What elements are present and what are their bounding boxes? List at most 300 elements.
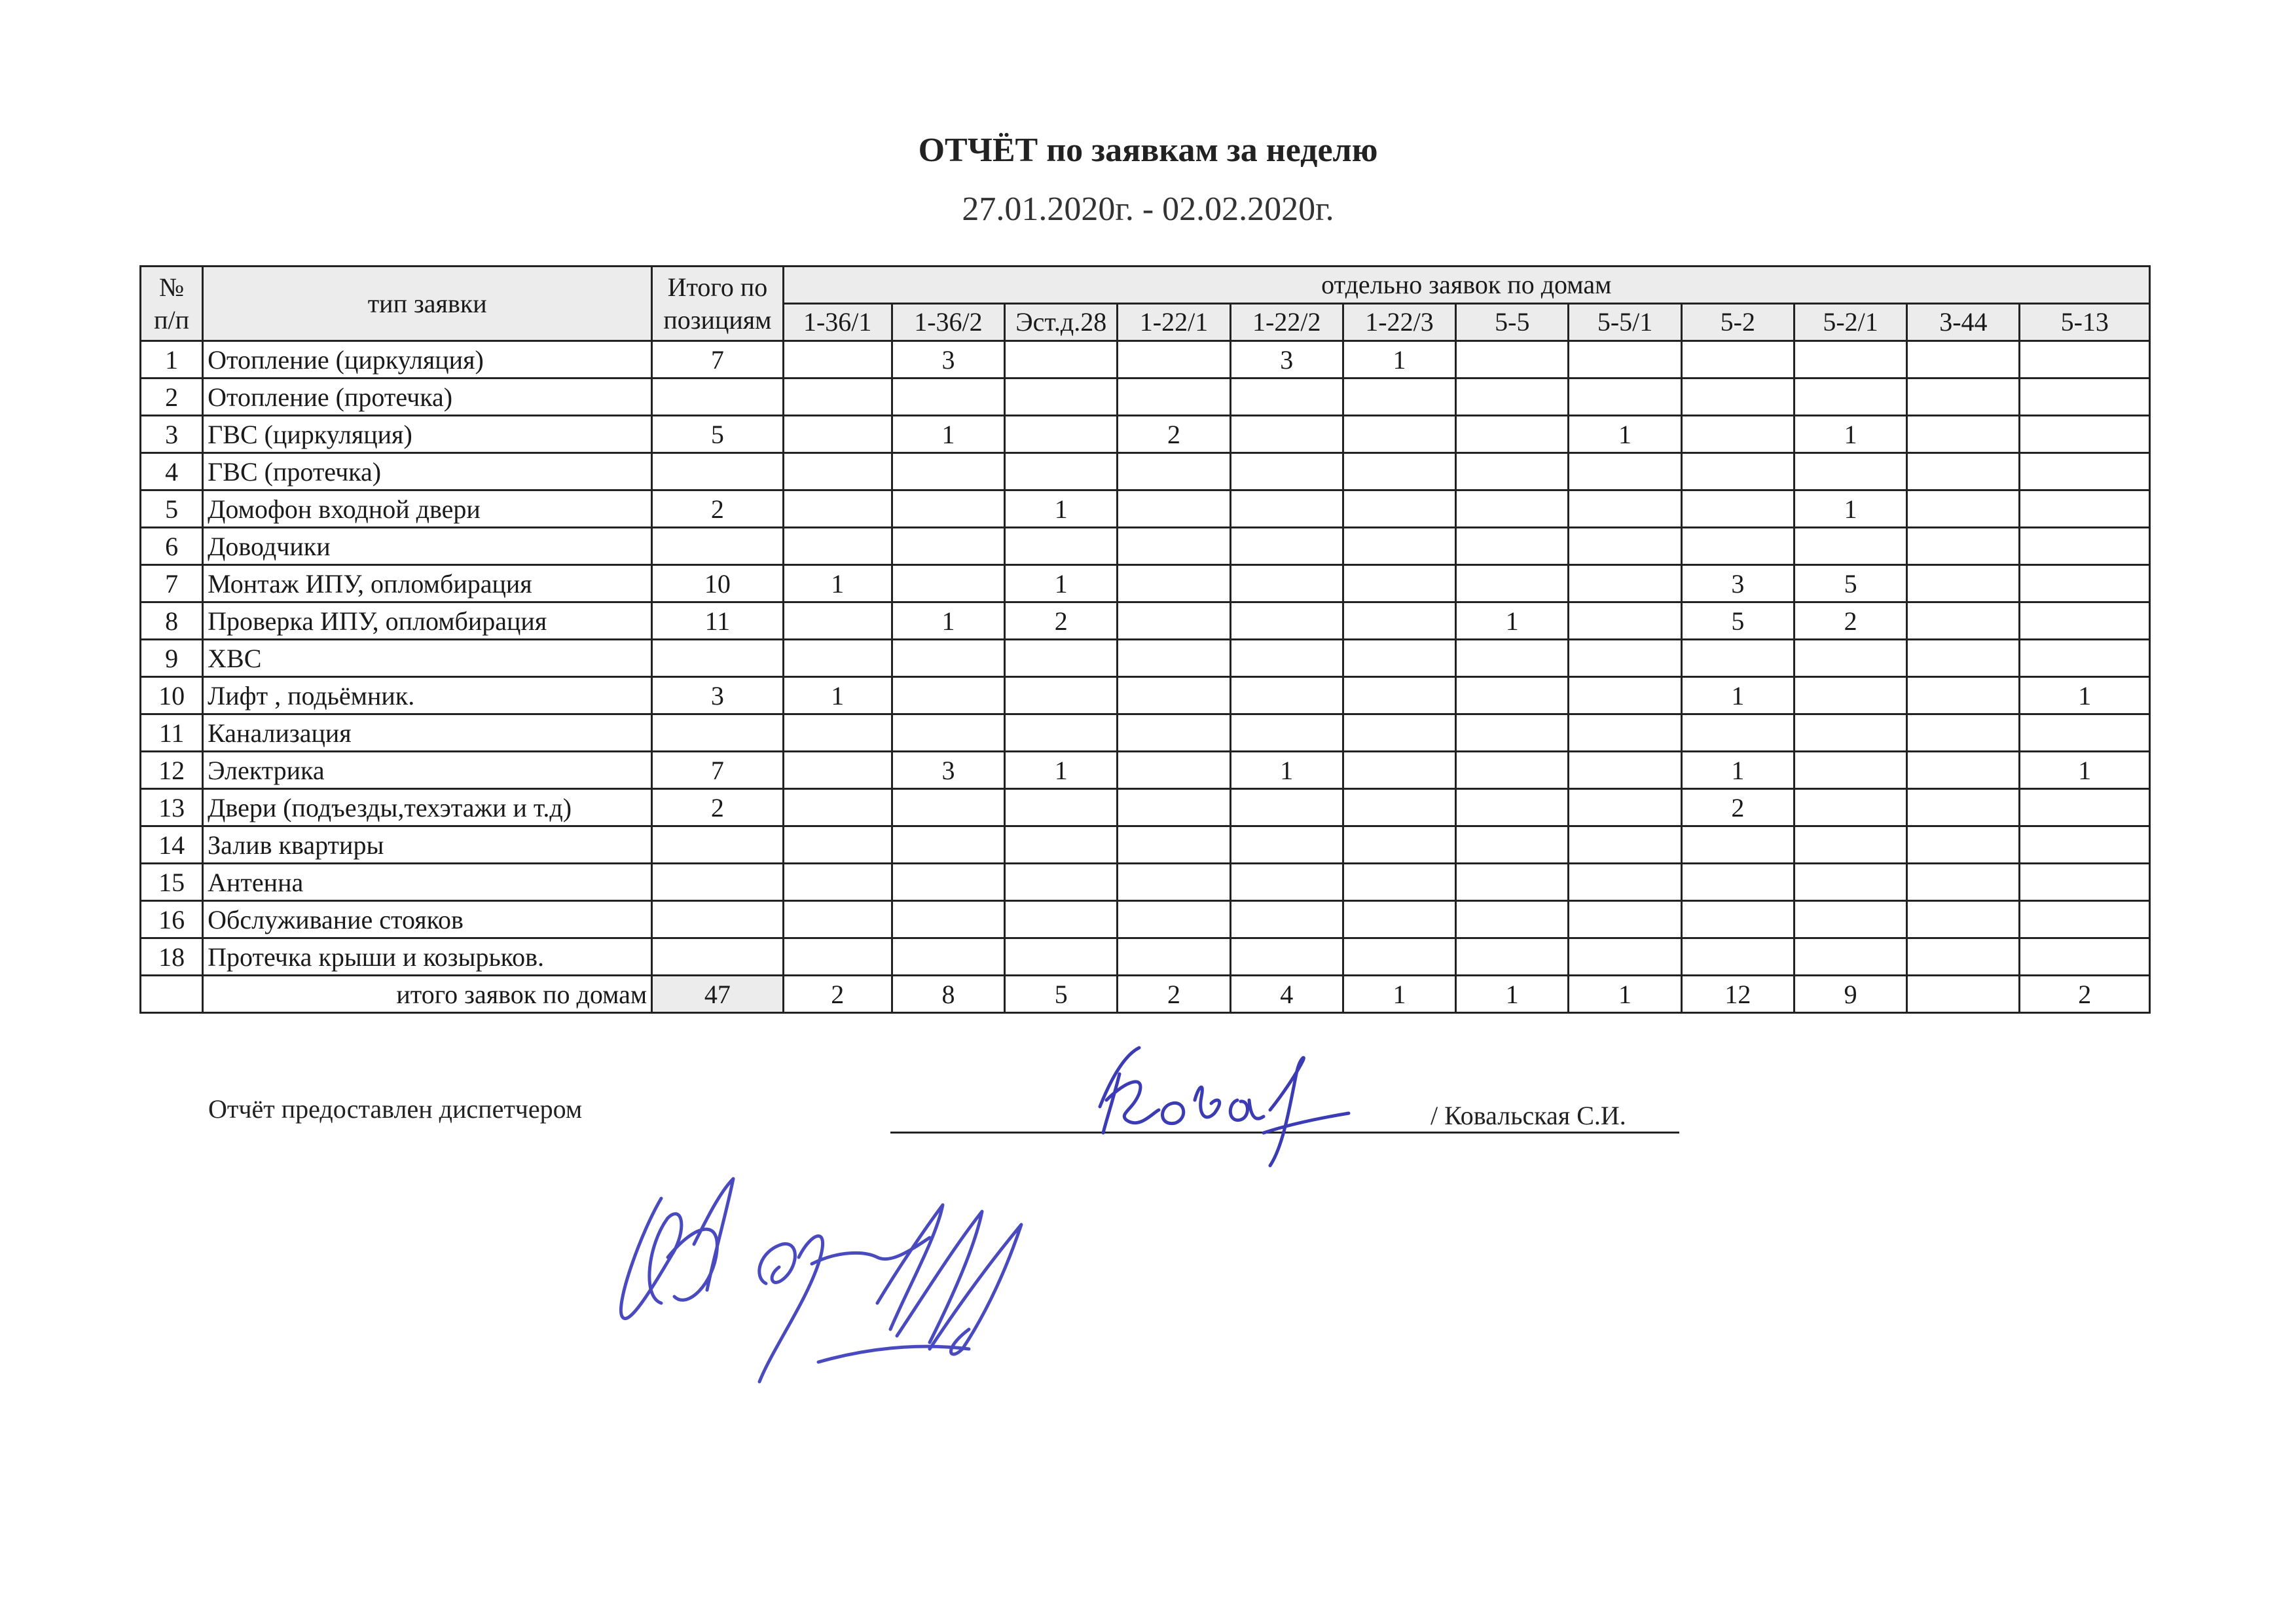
header-by-houses: отдельно заявок по домам <box>783 267 2149 304</box>
row-total <box>652 714 783 752</box>
row-house-value <box>1343 602 1455 640</box>
header-house-0: 1-36/1 <box>783 304 892 341</box>
row-house-value: 2 <box>1118 416 1230 453</box>
row-house-value <box>1118 864 1230 901</box>
row-number: 12 <box>141 752 203 789</box>
header-house-8: 5-2 <box>1681 304 1794 341</box>
row-request-type: Электрика <box>203 752 652 789</box>
row-house-value <box>1230 938 1343 976</box>
row-house-value <box>1907 789 2020 826</box>
report-period: 27.01.2020г. - 02.02.2020г. <box>962 191 1334 228</box>
row-house-value <box>1794 826 1906 864</box>
row-house-value: 3 <box>892 752 1004 789</box>
row-house-value <box>783 714 892 752</box>
header-house-1: 1-36/2 <box>892 304 1004 341</box>
row-house-value <box>1456 752 1569 789</box>
row-house-value <box>892 640 1004 677</box>
row-house-value <box>1681 714 1794 752</box>
row-house-value <box>1343 453 1455 490</box>
row-house-value <box>1343 640 1455 677</box>
row-house-value <box>892 938 1004 976</box>
row-house-value <box>1681 378 1794 416</box>
row-house-value <box>2020 341 2150 378</box>
row-house-value <box>1569 602 1681 640</box>
approval-signature <box>602 1153 1100 1414</box>
row-house-value <box>1794 341 1906 378</box>
row-house-value <box>1230 789 1343 826</box>
row-house-value <box>1005 789 1118 826</box>
row-request-type: Протечка крыши и козырьков. <box>203 938 652 976</box>
header-house-11: 5-13 <box>2020 304 2150 341</box>
row-house-value <box>1230 677 1343 714</box>
table-row <box>141 640 2150 677</box>
row-house-value <box>1794 453 1906 490</box>
row-total: 11 <box>652 602 783 640</box>
header-house-10: 3-44 <box>1907 304 2020 341</box>
row-total: 5 <box>652 416 783 453</box>
row-number: 15 <box>141 864 203 901</box>
row-house-value <box>1681 864 1794 901</box>
row-house-value <box>1118 714 1230 752</box>
row-house-value <box>1005 826 1118 864</box>
table-row <box>141 341 2150 378</box>
row-house-value <box>1230 565 1343 602</box>
row-number: 16 <box>141 901 203 938</box>
table-row <box>141 938 2150 976</box>
table-row <box>141 490 2150 528</box>
row-house-value <box>892 826 1004 864</box>
row-house-value <box>2020 864 2150 901</box>
row-house-value <box>2020 453 2150 490</box>
row-house-value <box>1569 640 1681 677</box>
row-house-value <box>1907 677 2020 714</box>
row-house-value <box>2020 602 2150 640</box>
row-house-value <box>892 378 1004 416</box>
row-house-value <box>1343 714 1455 752</box>
row-total <box>652 528 783 565</box>
row-house-value: 1 <box>1794 490 1906 528</box>
totals-label: итого заявок по домам <box>203 976 652 1013</box>
row-house-value <box>2020 490 2150 528</box>
row-house-value <box>1456 714 1569 752</box>
row-house-value <box>1005 901 1118 938</box>
row-house-value <box>1230 826 1343 864</box>
row-house-value <box>783 826 892 864</box>
row-house-value <box>1569 901 1681 938</box>
row-house-value <box>1907 752 2020 789</box>
row-house-value <box>1907 826 2020 864</box>
totals-house-value: 1 <box>1569 976 1681 1013</box>
row-house-value <box>783 416 892 453</box>
row-house-value <box>1681 901 1794 938</box>
table-row <box>141 378 2150 416</box>
row-request-type: Монтаж ИПУ, опломбирация <box>203 565 652 602</box>
report-body <box>141 341 2150 976</box>
totals-house-value: 1 <box>1456 976 1569 1013</box>
row-house-value <box>1005 341 1118 378</box>
row-house-value <box>1343 490 1455 528</box>
row-total <box>652 901 783 938</box>
row-house-value <box>1907 341 2020 378</box>
row-house-value <box>1907 528 2020 565</box>
table-row <box>141 714 2150 752</box>
row-house-value <box>1456 565 1569 602</box>
row-house-value <box>1005 416 1118 453</box>
row-house-value <box>1794 864 1906 901</box>
row-number: 1 <box>141 341 203 378</box>
row-number: 9 <box>141 640 203 677</box>
table-row <box>141 602 2150 640</box>
row-house-value <box>783 640 892 677</box>
row-house-value <box>1456 901 1569 938</box>
row-house-value: 3 <box>1230 341 1343 378</box>
row-house-value <box>1230 714 1343 752</box>
row-request-type: Отопление (циркуляция) <box>203 341 652 378</box>
row-house-value <box>1456 378 1569 416</box>
totals-house-value: 9 <box>1794 976 1906 1013</box>
row-house-value <box>1230 453 1343 490</box>
row-house-value <box>1907 901 2020 938</box>
row-house-value <box>1343 826 1455 864</box>
row-house-value <box>1794 714 1906 752</box>
row-house-value: 1 <box>2020 752 2150 789</box>
row-house-value: 1 <box>1005 752 1118 789</box>
row-house-value: 5 <box>1681 602 1794 640</box>
row-house-value <box>1230 378 1343 416</box>
row-house-value <box>892 864 1004 901</box>
row-request-type: Залив квартиры <box>203 826 652 864</box>
row-house-value <box>2020 826 2150 864</box>
report-title: ОТЧЁТ по заявкам за неделю <box>918 132 1378 169</box>
row-number: 11 <box>141 714 203 752</box>
row-number: 8 <box>141 602 203 640</box>
row-house-value <box>1118 752 1230 789</box>
row-house-value: 2 <box>1005 602 1118 640</box>
row-house-value <box>1907 938 2020 976</box>
row-house-value <box>892 677 1004 714</box>
row-number: 14 <box>141 826 203 864</box>
row-house-value <box>2020 901 2150 938</box>
row-house-value <box>1569 677 1681 714</box>
row-total: 7 <box>652 752 783 789</box>
row-house-value: 1 <box>1456 602 1569 640</box>
row-house-value <box>1681 826 1794 864</box>
row-house-value <box>783 341 892 378</box>
row-house-value <box>892 490 1004 528</box>
row-house-value: 3 <box>1681 565 1794 602</box>
row-house-value <box>1569 528 1681 565</box>
row-house-value <box>1907 453 2020 490</box>
row-house-value <box>783 378 892 416</box>
table-row <box>141 789 2150 826</box>
row-house-value <box>1118 341 1230 378</box>
row-house-value: 1 <box>892 416 1004 453</box>
row-house-value: 1 <box>1681 752 1794 789</box>
row-house-value <box>1569 714 1681 752</box>
row-house-value <box>892 789 1004 826</box>
row-house-value <box>1118 378 1230 416</box>
row-house-value <box>1569 826 1681 864</box>
row-number: 2 <box>141 378 203 416</box>
header-house-3: 1-22/1 <box>1118 304 1230 341</box>
table-row <box>141 826 2150 864</box>
row-house-value <box>1118 826 1230 864</box>
row-house-value <box>1569 453 1681 490</box>
row-house-value: 1 <box>2020 677 2150 714</box>
row-house-value <box>783 602 892 640</box>
row-house-value <box>1456 864 1569 901</box>
row-house-value <box>1794 378 1906 416</box>
row-house-value <box>1005 714 1118 752</box>
row-house-value <box>1907 640 2020 677</box>
row-house-value <box>2020 938 2150 976</box>
row-house-value <box>1118 565 1230 602</box>
row-total <box>652 864 783 901</box>
row-number: 3 <box>141 416 203 453</box>
row-house-value <box>1343 378 1455 416</box>
header-house-7: 5-5/1 <box>1569 304 1681 341</box>
row-house-value <box>1230 602 1343 640</box>
row-house-value <box>783 490 892 528</box>
row-house-value <box>892 565 1004 602</box>
row-house-value <box>1230 416 1343 453</box>
row-house-value <box>1794 528 1906 565</box>
totals-empty-cell <box>141 976 203 1013</box>
row-house-value <box>1681 938 1794 976</box>
row-house-value <box>1118 677 1230 714</box>
row-house-value <box>1794 677 1906 714</box>
row-total <box>652 826 783 864</box>
row-number: 5 <box>141 490 203 528</box>
row-total: 10 <box>652 565 783 602</box>
report-table <box>139 265 2151 1014</box>
row-house-value <box>1456 416 1569 453</box>
row-house-value <box>1907 490 2020 528</box>
row-house-value <box>1794 938 1906 976</box>
row-request-type: Проверка ИПУ, опломбирация <box>203 602 652 640</box>
row-house-value <box>1118 789 1230 826</box>
row-house-value: 3 <box>892 341 1004 378</box>
row-house-value: 1 <box>1343 341 1455 378</box>
row-house-value: 1 <box>783 565 892 602</box>
row-house-value <box>2020 528 2150 565</box>
row-house-value <box>783 789 892 826</box>
row-house-value <box>1456 341 1569 378</box>
row-request-type: Отопление (протечка) <box>203 378 652 416</box>
prepared-by-text: Отчёт предоставлен диспетчером <box>208 1094 583 1124</box>
totals-house-value: 2 <box>1118 976 1230 1013</box>
row-house-value <box>783 528 892 565</box>
row-house-value <box>1005 677 1118 714</box>
row-house-value <box>1005 528 1118 565</box>
row-house-value <box>1118 938 1230 976</box>
row-house-value <box>1907 378 2020 416</box>
table-row <box>141 453 2150 490</box>
row-number: 13 <box>141 789 203 826</box>
table-row <box>141 565 2150 602</box>
row-house-value <box>2020 378 2150 416</box>
row-house-value <box>1230 490 1343 528</box>
row-house-value <box>1456 938 1569 976</box>
header-house-9: 5-2/1 <box>1794 304 1906 341</box>
row-request-type: Доводчики <box>203 528 652 565</box>
row-house-value: 1 <box>1230 752 1343 789</box>
row-house-value <box>1456 453 1569 490</box>
row-total: 2 <box>652 490 783 528</box>
row-house-value <box>1569 864 1681 901</box>
row-house-value <box>1343 565 1455 602</box>
row-house-value <box>1569 565 1681 602</box>
row-house-value <box>783 864 892 901</box>
row-house-value <box>1230 528 1343 565</box>
row-house-value <box>1343 938 1455 976</box>
row-house-value <box>1230 901 1343 938</box>
row-house-value <box>1681 416 1794 453</box>
row-request-type: Двери (подъезды,техэтажи и т.д) <box>203 789 652 826</box>
header-request-type: тип заявки <box>203 267 652 341</box>
row-house-value <box>1118 640 1230 677</box>
row-house-value <box>1907 864 2020 901</box>
totals-house-value <box>1907 976 2020 1013</box>
row-house-value <box>2020 789 2150 826</box>
table-row <box>141 752 2150 789</box>
row-house-value <box>1005 938 1118 976</box>
row-house-value <box>1456 826 1569 864</box>
row-total <box>652 378 783 416</box>
row-request-type: ГВС (протечка) <box>203 453 652 490</box>
header-house-6: 5-5 <box>1456 304 1569 341</box>
totals-house-value: 1 <box>1343 976 1455 1013</box>
row-total <box>652 938 783 976</box>
row-house-value <box>1456 490 1569 528</box>
row-house-value <box>1569 752 1681 789</box>
row-house-value <box>1681 528 1794 565</box>
row-house-value <box>1456 789 1569 826</box>
row-house-value <box>892 714 1004 752</box>
table-row <box>141 864 2150 901</box>
row-total: 7 <box>652 341 783 378</box>
row-house-value <box>1907 416 2020 453</box>
totals-house-value: 8 <box>892 976 1004 1013</box>
table-row <box>141 528 2150 565</box>
totals-grand-total: 47 <box>652 976 783 1013</box>
row-house-value <box>2020 640 2150 677</box>
row-house-value <box>1230 864 1343 901</box>
row-house-value: 1 <box>892 602 1004 640</box>
row-house-value <box>1118 490 1230 528</box>
row-request-type: ХВС <box>203 640 652 677</box>
row-house-value <box>1230 640 1343 677</box>
row-house-value <box>1456 528 1569 565</box>
row-house-value <box>1794 640 1906 677</box>
row-house-value <box>1569 789 1681 826</box>
row-request-type: ГВС (циркуляция) <box>203 416 652 453</box>
row-house-value <box>1118 602 1230 640</box>
row-house-value <box>2020 416 2150 453</box>
row-house-value <box>1681 640 1794 677</box>
row-house-value <box>2020 714 2150 752</box>
row-request-type: Антенна <box>203 864 652 901</box>
row-house-value <box>1794 901 1906 938</box>
table-row <box>141 416 2150 453</box>
table-row <box>141 901 2150 938</box>
row-number: 7 <box>141 565 203 602</box>
row-request-type: Обслуживание стояков <box>203 901 652 938</box>
header-house-2: Эст.д.28 <box>1005 304 1118 341</box>
row-house-value <box>1681 490 1794 528</box>
row-number: 10 <box>141 677 203 714</box>
row-house-value: 2 <box>1681 789 1794 826</box>
row-house-value <box>1118 453 1230 490</box>
row-request-type: Канализация <box>203 714 652 752</box>
table-row <box>141 677 2150 714</box>
header-total-by-position: Итого по позициям <box>652 267 783 341</box>
row-house-value <box>1794 789 1906 826</box>
row-house-value <box>892 528 1004 565</box>
row-house-value <box>892 901 1004 938</box>
row-house-value: 1 <box>1569 416 1681 453</box>
row-house-value: 1 <box>1681 677 1794 714</box>
totals-house-value: 5 <box>1005 976 1118 1013</box>
row-house-value <box>1569 490 1681 528</box>
row-house-value: 1 <box>783 677 892 714</box>
row-house-value <box>783 901 892 938</box>
totals-house-value: 12 <box>1681 976 1794 1013</box>
totals-row <box>141 976 2150 1013</box>
row-total: 2 <box>652 789 783 826</box>
row-total: 3 <box>652 677 783 714</box>
row-house-value <box>1005 378 1118 416</box>
row-house-value <box>1005 453 1118 490</box>
row-total <box>652 453 783 490</box>
row-house-value <box>783 938 892 976</box>
row-house-value <box>1569 378 1681 416</box>
dispatcher-signature <box>1074 1035 1414 1179</box>
row-house-value <box>1343 528 1455 565</box>
row-house-value <box>783 453 892 490</box>
row-house-value <box>1343 677 1455 714</box>
header-number: № п/п <box>141 267 203 341</box>
row-house-value <box>1794 752 1906 789</box>
row-house-value: 1 <box>1005 490 1118 528</box>
row-request-type: Лифт , подьёмник. <box>203 677 652 714</box>
row-house-value <box>1005 640 1118 677</box>
row-house-value <box>1456 677 1569 714</box>
row-request-type: Домофон входной двери <box>203 490 652 528</box>
row-house-value <box>1569 341 1681 378</box>
row-house-value <box>1569 938 1681 976</box>
signer-name: / Ковальская С.И. <box>1430 1101 1626 1130</box>
row-house-value <box>1681 453 1794 490</box>
row-house-value: 1 <box>1794 416 1906 453</box>
row-house-value <box>1118 528 1230 565</box>
row-total <box>652 640 783 677</box>
row-house-value <box>1343 789 1455 826</box>
row-house-value <box>1118 901 1230 938</box>
row-house-value <box>1907 565 2020 602</box>
totals-house-value: 2 <box>2020 976 2150 1013</box>
row-house-value: 5 <box>1794 565 1906 602</box>
header-house-4: 1-22/2 <box>1230 304 1343 341</box>
row-house-value <box>1907 602 2020 640</box>
row-number: 4 <box>141 453 203 490</box>
row-house-value <box>1343 864 1455 901</box>
totals-house-value: 2 <box>783 976 892 1013</box>
row-house-value <box>1907 714 2020 752</box>
row-house-value <box>1005 864 1118 901</box>
row-house-value <box>1456 640 1569 677</box>
row-house-value: 2 <box>1794 602 1906 640</box>
